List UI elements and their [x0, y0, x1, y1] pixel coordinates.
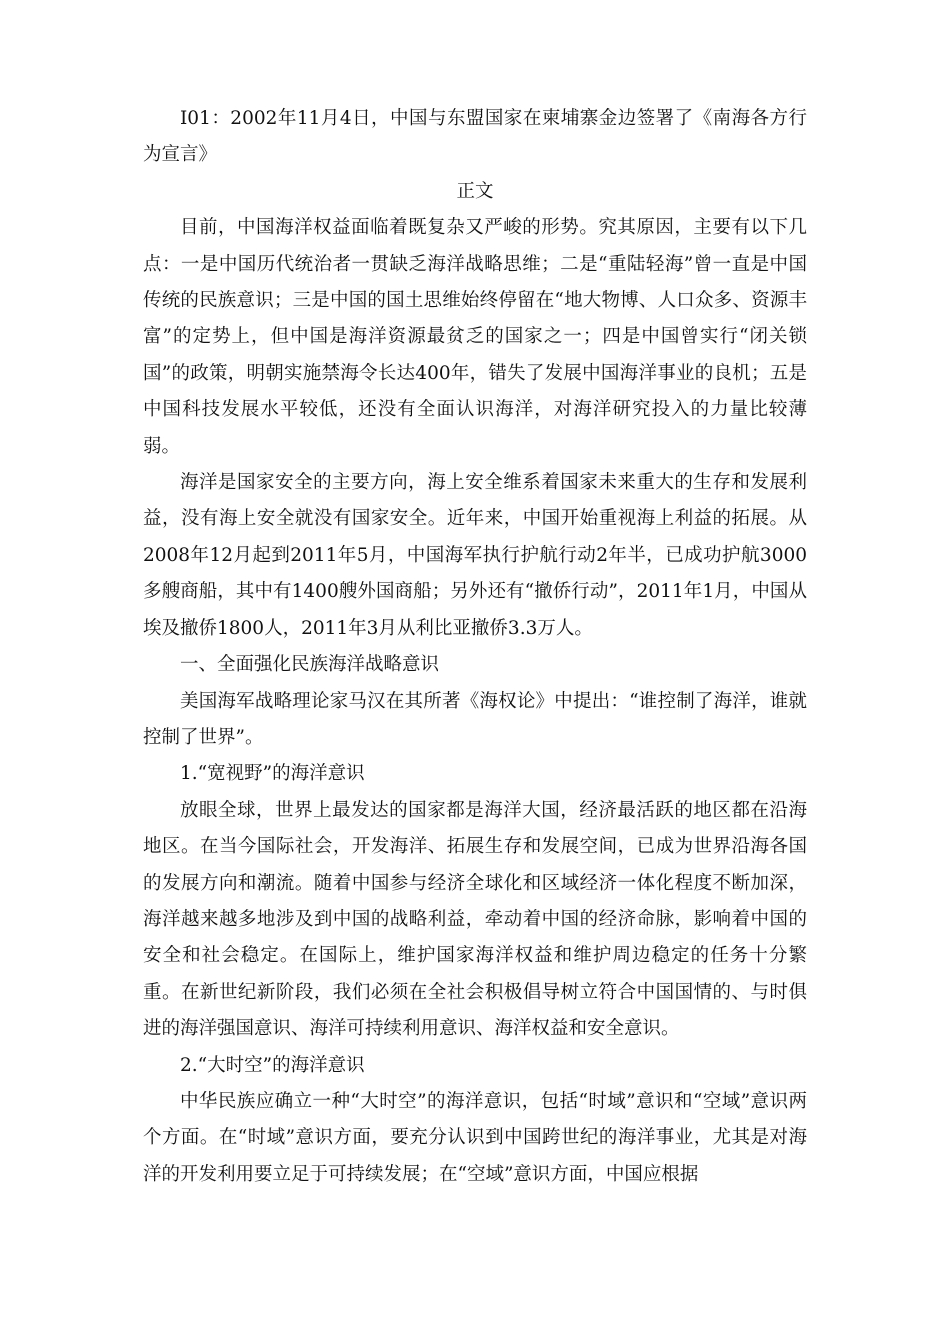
body-paragraph: 美国海军战略理论家马汉在其所著《海权论》中提出：“谁控制了海洋，谁就控制了世界”。: [143, 690, 807, 748]
section-heading-main-text: 正文: [456, 180, 494, 202]
body-paragraph: 中华民族应确立一种“大时空”的海洋意识，包括“时域”意识和“空域”意识两个方面。在“时域”意识方面，要充分认识到中国跨世纪的海洋事业，尤其是对海洋的开发利用要立足于可持续发展；在“空域”意识方面，中国应根据: [143, 1090, 807, 1185]
subsection-heading: 1.“宽视野”的海洋意识: [180, 763, 365, 785]
note-paragraph: I01：2002年11月4日，中国与东盟国家在柬埔寨金边签署了《南海各方行为宣言》: [143, 108, 807, 166]
body-paragraph: 目前，中国海洋权益面临着既复杂又严峻的形势。究其原因，主要有以下几点：一是中国历代统治者一贯缺乏海洋战略思维；二是“重陆轻海”曾一直是中国传统的民族意识；三是中国的国土思维始终停留在“地大物博、人口众多、资源丰富”的定势上，但中国是海洋资源最贫乏的国家之一；四是中国曾实行“闭关锁国”的政策，明朝实施禁海令长达400年，错失了发展中国海洋事业的良机；五是中国科技发展水平较低，还没有全面认识海洋，对海洋研究投入的力量比较薄弱。: [143, 217, 807, 457]
subsection-heading: 2.“大时空”的海洋意识: [180, 1054, 365, 1076]
body-paragraph: 海洋是国家安全的主要方向，海上安全维系着国家未来重大的生存和发展利益，没有海上安全就没有国家安全。近年来，中国开始重视海上利益的拓展。从2008年12月起到2011年5月，中国海军执行护航行动2年半，已成功护航3000多艘商船，其中有1400艘外国商船；另外还有“撤侨行动”，2011年1月，中国从埃及撤侨1800人，2011年3月从利比亚撤侨3.3万人。: [143, 472, 807, 639]
body-paragraph: 放眼全球，世界上最发达的国家都是海洋大国，经济最活跃的地区都在沿海地区。在当今国际社会，开发海洋、拓展生存和发展空间，已成为世界沿海各国的发展方向和潮流。随着中国参与经济全球化和区域经济一体化程度不断加深，海洋越来越多地涉及到中国的战略利益，牵动着中国的经济命脉，影响着中国的安全和社会稳定。在国际上，维护国家海洋权益和维护周边稳定的任务十分繁重。在新世纪新阶段，我们必须在全社会积极倡导树立符合中国国情的、与时俱进的海洋强国意识、海洋可持续利用意识、海洋权益和安全意识。: [143, 799, 807, 1040]
document-page: [143, 101, 807, 1193]
section-heading: 一、全面强化民族海洋战略意识: [180, 654, 440, 676]
